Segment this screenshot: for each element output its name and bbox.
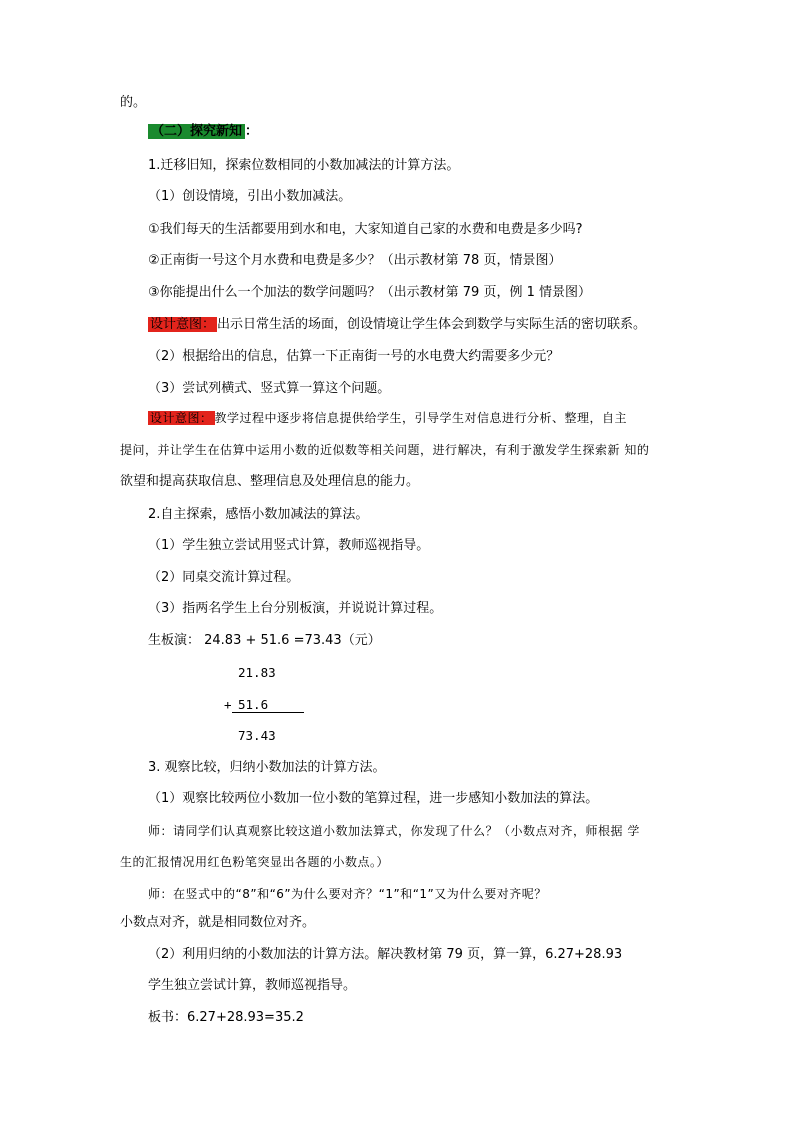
continuation-text: 的。 xyxy=(120,95,147,110)
vertical-calc-operator: + xyxy=(224,697,232,712)
design-intent-2-cont: 提问，并让学生在估算中运用小数的近似数等相关问题，进行解决，有利于激发学生探索新 知的 xyxy=(120,443,650,457)
step-1-heading: 1.迁移旧知，探索位数相同的小数加减法的计算方法。 xyxy=(148,158,460,173)
board-writing: 板书：6.27+28.93=35.2 xyxy=(148,1010,304,1025)
student-practice: 学生独立尝试计算，教师巡视指导。 xyxy=(148,978,357,993)
step-3-item-2: （2）利用归纳的小数加法的计算方法。解决教材第 79 页，算一算，6.27+28.93 xyxy=(148,947,623,962)
design-intent-label: 设计意图： xyxy=(150,317,216,332)
conclusion: 小数点对齐，就是相同数位对齐。 xyxy=(120,915,316,930)
question-1: ①我们每天的生活都要用到水和电，大家知道自己家的水费和电费是多少吗? xyxy=(148,222,583,237)
vertical-calc-line xyxy=(232,712,304,713)
sub-step-2: （2）根据给出的信息，估算一下正南街一号的水电费大约需要多少元？ xyxy=(148,349,560,364)
sub-step-3: （3）尝试列横式、竖式算一算这个问题。 xyxy=(148,381,391,396)
step-2-item-3: （3）指两名学生上台分别板演，并说说计算过程。 xyxy=(148,601,443,616)
vertical-calc-addend-2: 51.6 xyxy=(238,697,269,712)
step-2-heading: 2.自主探索，感悟小数加减法的算法。 xyxy=(148,507,369,522)
sub-step-1: （1）创设情境，引出小数加减法。 xyxy=(148,189,352,204)
question-3: ③你能提出什么一个加法的数学问题吗？（出示教材第 79 页，例 1 情景图） xyxy=(148,285,591,300)
teacher-remark-1-cont: 生的汇报情况用红色粉笔突显出各题的小数点。） xyxy=(120,855,390,869)
design-intent-2: 设计意图： 教学过程中逐步将信息提供给学生，引导学生对信息进行分析、整理，自主 xyxy=(150,411,628,425)
teacher-remark-1: 师：请同学们认真观察比较这道小数加法算式，你发现了什么？（小数点对齐，师根据 学 xyxy=(148,824,640,838)
teacher-remark-2: 师：在竖式中的“8”和“6”为什么要对齐？“1”和“1”又为什么要对齐呢？ xyxy=(148,887,547,901)
vertical-calc-sum: 73.43 xyxy=(238,728,276,743)
step-2-item-1: （1）学生独立尝试用竖式计算，教师巡视指导。 xyxy=(148,538,430,553)
step-2-item-2: （2）同桌交流计算过程。 xyxy=(148,570,300,585)
design-intent-label: 设计意图： xyxy=(150,411,213,425)
section-heading: （二）探究新知 ： xyxy=(148,123,258,141)
section-heading-highlight: （二）探究新知 xyxy=(148,124,245,139)
step-3-item-1: （1）观察比较两位小数加一位小数的笔算过程，进一步感知小数加法的算法。 xyxy=(148,791,599,806)
question-2: ②正南街一号这个月水费和电费是多少？（出示教材第 78 页，情景图） xyxy=(148,253,562,268)
step-3-heading: 3. 观察比较，归纳小数加法的计算方法。 xyxy=(148,760,386,775)
board-equation: 生板演： 24.83 + 51.6 =73.43（元） xyxy=(148,633,381,648)
vertical-calc-addend-1: 21.83 xyxy=(238,665,276,680)
design-intent-2-end: 欲望和提高获取信息、整理信息及处理信息的能力。 xyxy=(120,474,420,489)
design-intent-1: 设计意图： 出示日常生活的场面，创设情境让学生体会到数学与实际生活的密切联系。 xyxy=(150,317,647,332)
